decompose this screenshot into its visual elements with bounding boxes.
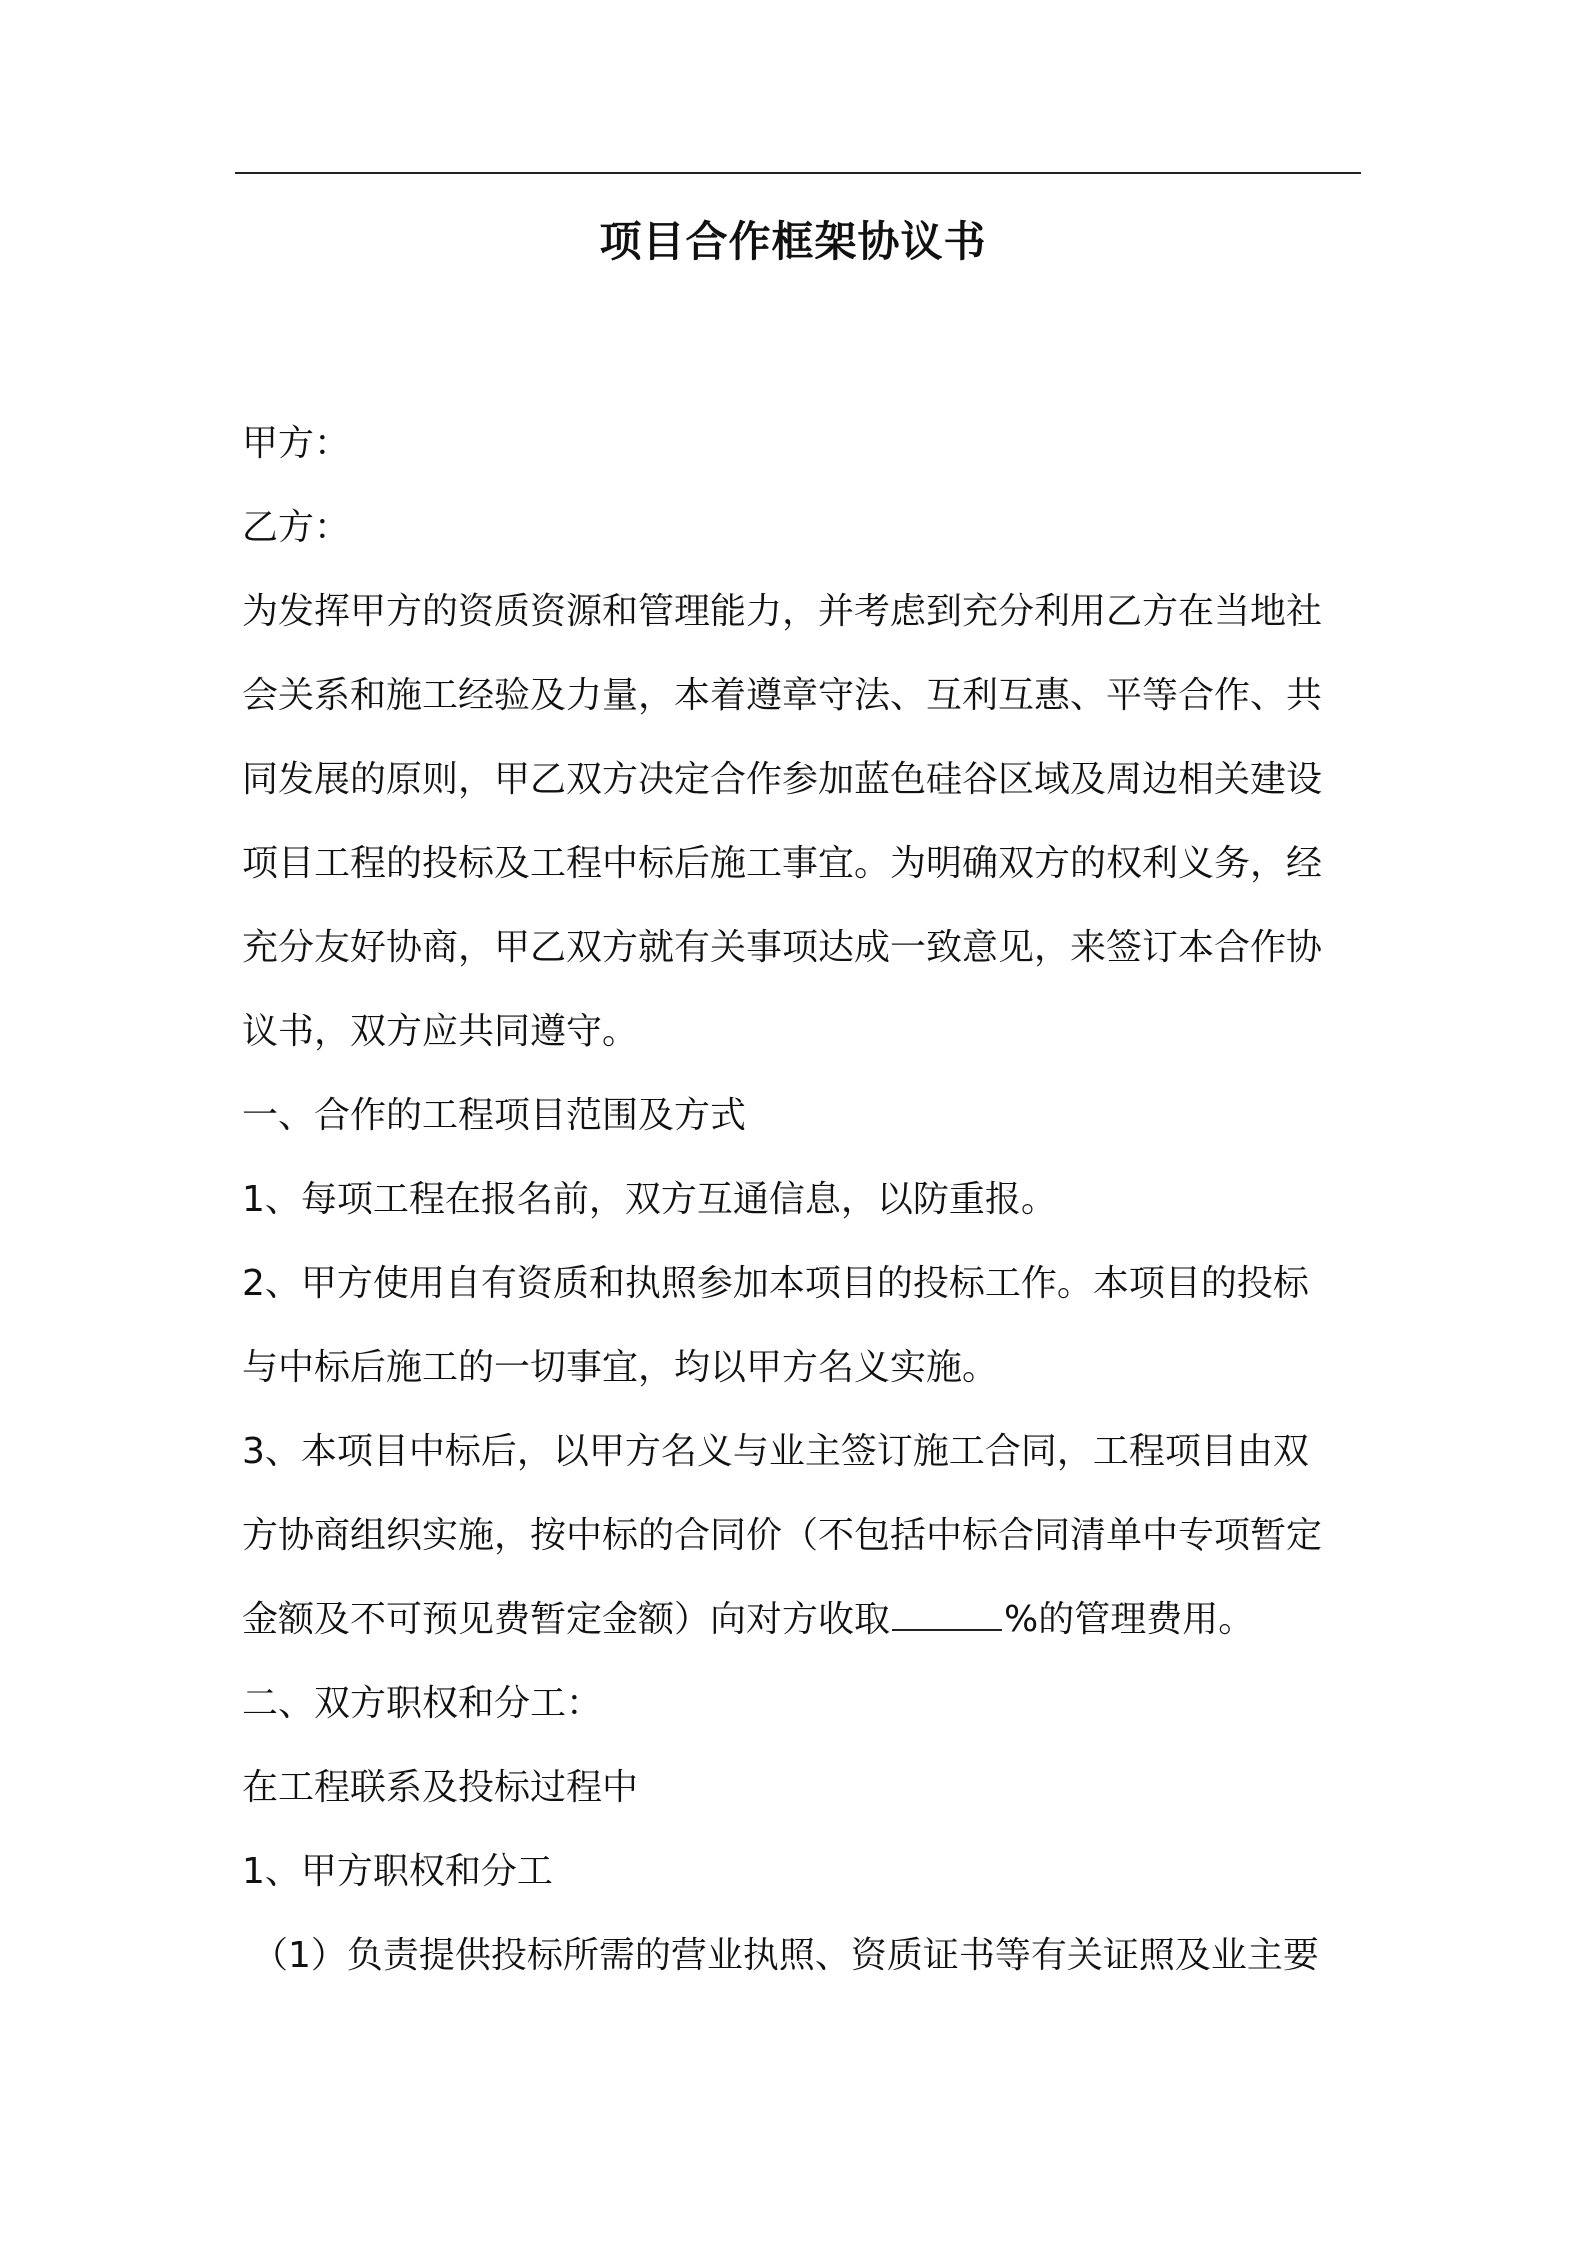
percentage-blank: [892, 1597, 1002, 1631]
section2-intro: 在工程联系及投标过程中: [242, 1767, 639, 1808]
section2-item1: 1、甲方职权和分工: [242, 1851, 553, 1892]
item3-text-before-blank: 金额及不可预见费暂定金额）向对方收取: [242, 1599, 891, 1640]
preamble-line: 议书，双方应共同遵守。: [242, 1011, 639, 1052]
preamble-line: 为发挥甲方的资质资源和管理能力，并考虑到充分利用乙方在当地社: [242, 591, 1323, 632]
party-a-label: 甲方：: [242, 423, 351, 464]
item3-text-after-blank: %的管理费用。: [1004, 1599, 1255, 1640]
preamble-line: 项目工程的投标及工程中标后施工事宜。为明确双方的权利义务，经: [242, 843, 1323, 884]
section1-item1: 1、每项工程在报名前，双方互通信息，以防重报。: [242, 1179, 1057, 1220]
section2-item1-sub1: （1）负责提供投标所需的营业执照、资质证书等有关证照及业主要: [252, 1935, 1319, 1976]
section1-item2-line: 2、甲方使用自有资质和执照参加本项目的投标工作。本项目的投标: [242, 1263, 1309, 1304]
document-title: 项目合作框架协议书: [599, 217, 987, 266]
section1-heading: 一、合作的工程项目范围及方式: [242, 1095, 747, 1136]
party-b-label: 乙方：: [242, 507, 351, 548]
section1-item3-last-line: [242, 1578, 1362, 1662]
section1-item2-line: 与中标后施工的一切事宜，均以甲方名义实施。: [242, 1347, 999, 1388]
preamble-line: 充分友好协商，甲乙双方就有关事项达成一致意见，来签订本合作协: [242, 927, 1323, 968]
preamble-line: 会关系和施工经验及力量，本着遵章守法、互利互惠、平等合作、共: [242, 675, 1323, 716]
section1-item3-line: 3、本项目中标后，以甲方名义与业主签订施工合同，工程项目由双: [242, 1431, 1309, 1472]
document-body: [242, 402, 1362, 1998]
section1-item3-line: 方协商组织实施，按中标的合同价（不包括中标合同清单中专项暂定: [242, 1515, 1323, 1556]
header-rule: [235, 172, 1361, 174]
section2-heading: 二、双方职权和分工：: [242, 1683, 603, 1724]
preamble-line: 同发展的原则，甲乙双方决定合作参加蓝色硅谷区域及周边相关建设: [242, 759, 1323, 800]
